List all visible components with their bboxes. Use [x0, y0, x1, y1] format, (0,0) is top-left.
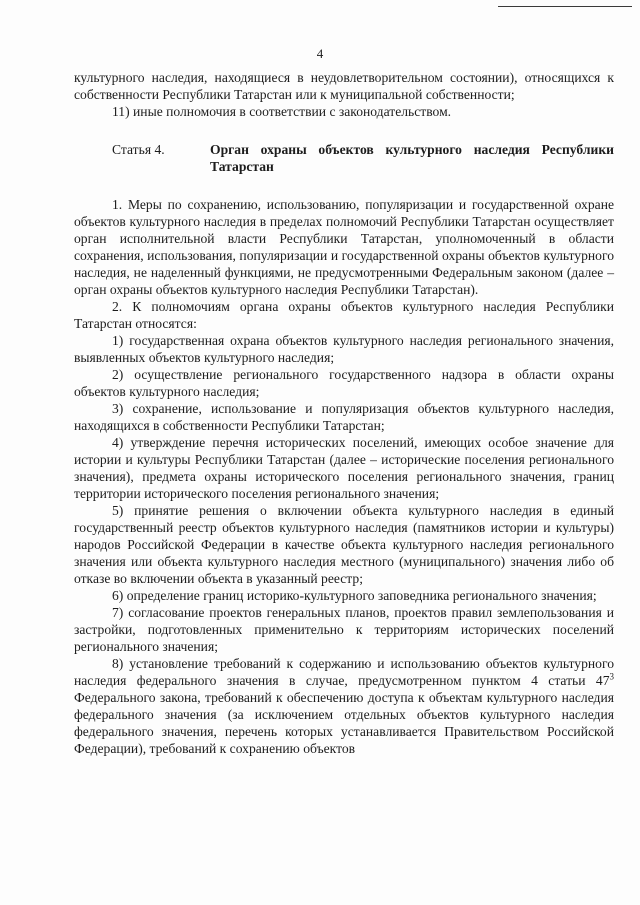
list-item-8-text-b: Федерального закона, требований к обеспечению доступа к объектам культурного наследия федерального значения (за исключением отдельных объектов культурного наследия федерального значения, перечень которых устанавливается Правительством Российской Федерации), требований к сохранению объектов — [74, 690, 614, 756]
list-item-1: 1) государственная охрана объектов культурного наследия регионального значения, выявленных объектов культурного наследия; — [74, 333, 614, 365]
paragraph-continuation: культурного наследия, находящиеся в неудовлетворительном состоянии), относящихся к собственности Республики Татарстан или к муниципальной собственности; — [74, 70, 614, 102]
list-item-8-text-a: 8) установление требований к содержанию и использованию объектов культурного наследия федерального значения в случае, предусмотренном пунктом 4 статьи 47 — [74, 656, 614, 688]
paragraph-1: 1. Меры по сохранению, использованию, популяризации и государственной охране объектов культурного наследия в пределах полномочий Республики Татарстан осуществляет орган исполнительной власти Республики Татарстан, уполномоченный в области сохранения, использования, популяризации и государственной охраны объектов культурного наследия, не наделенный функциями, не предусмотренными Федеральным законом (далее – орган охраны объектов культурного наследия Республики Татарстан). — [74, 197, 614, 297]
list-item-3: 3) сохранение, использование и популяризация объектов культурного наследия, находящихся в собственности Республики Татарстан; — [74, 401, 614, 433]
paragraph-item-11: 11) иные полномочия в соответствии с законодательством. — [112, 104, 452, 119]
article-number: Статья 4. — [112, 142, 165, 157]
list-item-6: 6) определение границ историко-культурного заповедника регионального значения; — [112, 588, 597, 603]
list-item-5: 5) принятие решения о включении объекта культурного наследия в единый государственный реестр объектов культурного наследия (памятников истории и культуры) народов Российской Федерации в качестве объекта культурного наследия регионального значения или объекта культурного наследия местного (муниципального) значения либо об отказе во включении объекта в указанный реестр; — [74, 503, 614, 586]
article-title: Орган охраны объектов культурного наследия Республики Татарстан — [210, 142, 614, 174]
scan-artifact-line — [498, 6, 632, 7]
paragraph-2: 2. К полномочиям органа охраны объектов культурного наследия Республики Татарстан относятся: — [74, 299, 614, 331]
superscript-article-number: 3 — [609, 671, 614, 682]
list-item-8 — [74, 655, 614, 757]
document-body — [74, 69, 614, 757]
list-item-2: 2) осуществление регионального государственного надзора в области охраны объектов культурного наследия; — [74, 367, 614, 399]
page-number: 4 — [316, 46, 324, 61]
list-item-7: 7) согласование проектов генеральных планов, проектов правил землепользования и застройки, подготовленных применительно к территориям исторических поселений регионального значения; — [74, 605, 614, 654]
list-item-4: 4) утверждение перечня исторических поселений, имеющих особое значение для истории и культуры Республики Татарстан (далее – исторические поселения регионального значения), предмета охраны исторического поселения регионального значения, границ территории исторического поселения регионального значения; — [74, 435, 614, 501]
article-heading — [74, 141, 614, 175]
